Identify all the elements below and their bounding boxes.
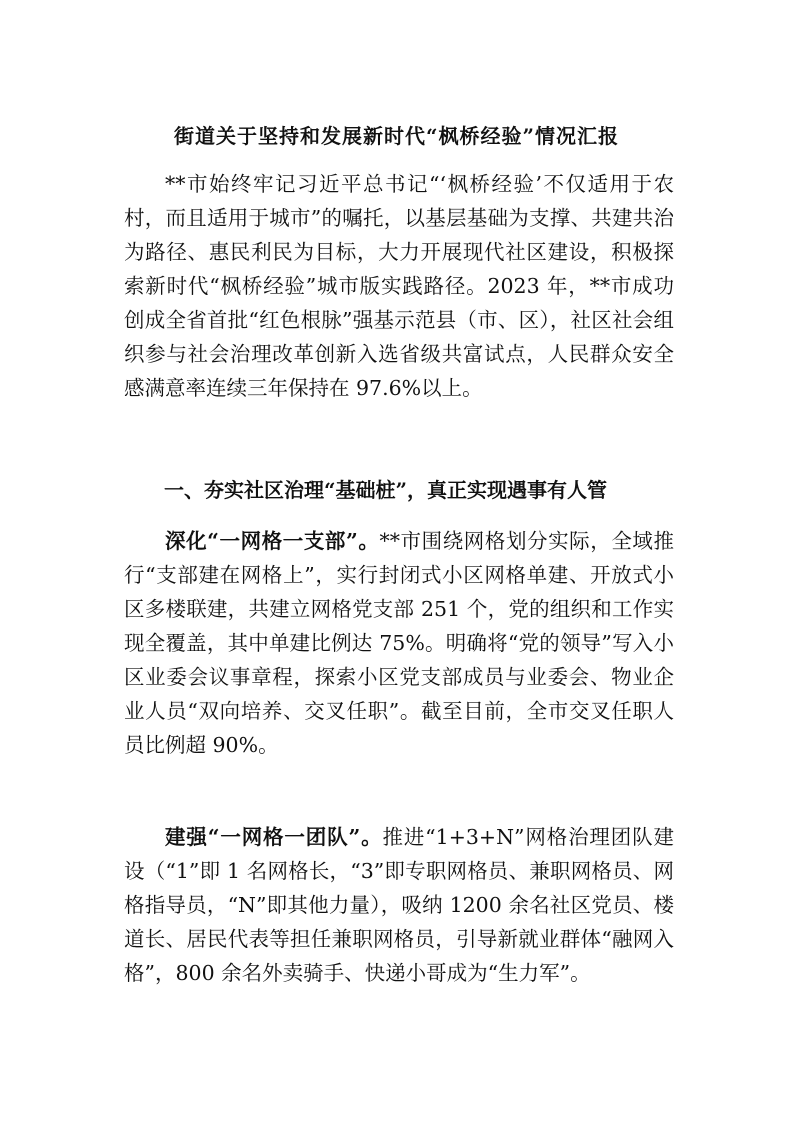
paragraph-lead: 深化“一网格一支部”。 (165, 529, 380, 553)
paragraph-network-team (124, 820, 674, 990)
paragraph-body: 推进“1+3+N”网格治理团队建设（“1”即 1 名网格长，“3”即专职网格员、兼职网格员、网格指导员，“N”即其他力量），吸纳 1200 余名社区党员、楼道长、居民代表等担任兼职网格员，引导新就业群体“融网入格”，800 余名外卖骑手、快递小哥成为“生力军”。 (124, 825, 674, 985)
paragraph-body: **市围绕网格划分实际，全域推行“支部建在网格上”，实行封闭式小区网格单建、开放式小区多楼联建，共建立网格党支部 251 个，党的组织和工作实现全覆盖，其中单建比例达 75%。明确将“党的领导”写入小区业委会议事章程，探索小区党支部成员与业委会、物业企业人员“双向培养、交叉任职”。截至目前，全市交叉任职人员比例超 90%。 (124, 529, 675, 757)
intro-paragraph: **市始终牢记习近平总书记“‘枫桥经验’不仅适用于农村，而且适用于城市”的嘱托，以基层基础为支撑、共建共治为路径、惠民利民为目标，大力开展现代社区建设，积极探索新时代“枫桥经验”城市版实践路径。2023 年，**市成功创成全省首批“红色根脉”强基示范县（市、区），社区社会组织参与社会治理改革创新入选省级共富试点，人民群众安全感满意率连续三年保持在 97.6%以上。 (124, 172, 674, 400)
section-heading-1: 一、夯实社区治理“基础桩”，真正实现遇事有人管 (164, 478, 608, 502)
paragraph-network-branch (124, 524, 674, 762)
paragraph-lead: 建强“一网格一团队”。 (165, 825, 383, 849)
document-title: 街道关于坚持和发展新时代“枫桥经验”情况汇报 (173, 124, 619, 148)
